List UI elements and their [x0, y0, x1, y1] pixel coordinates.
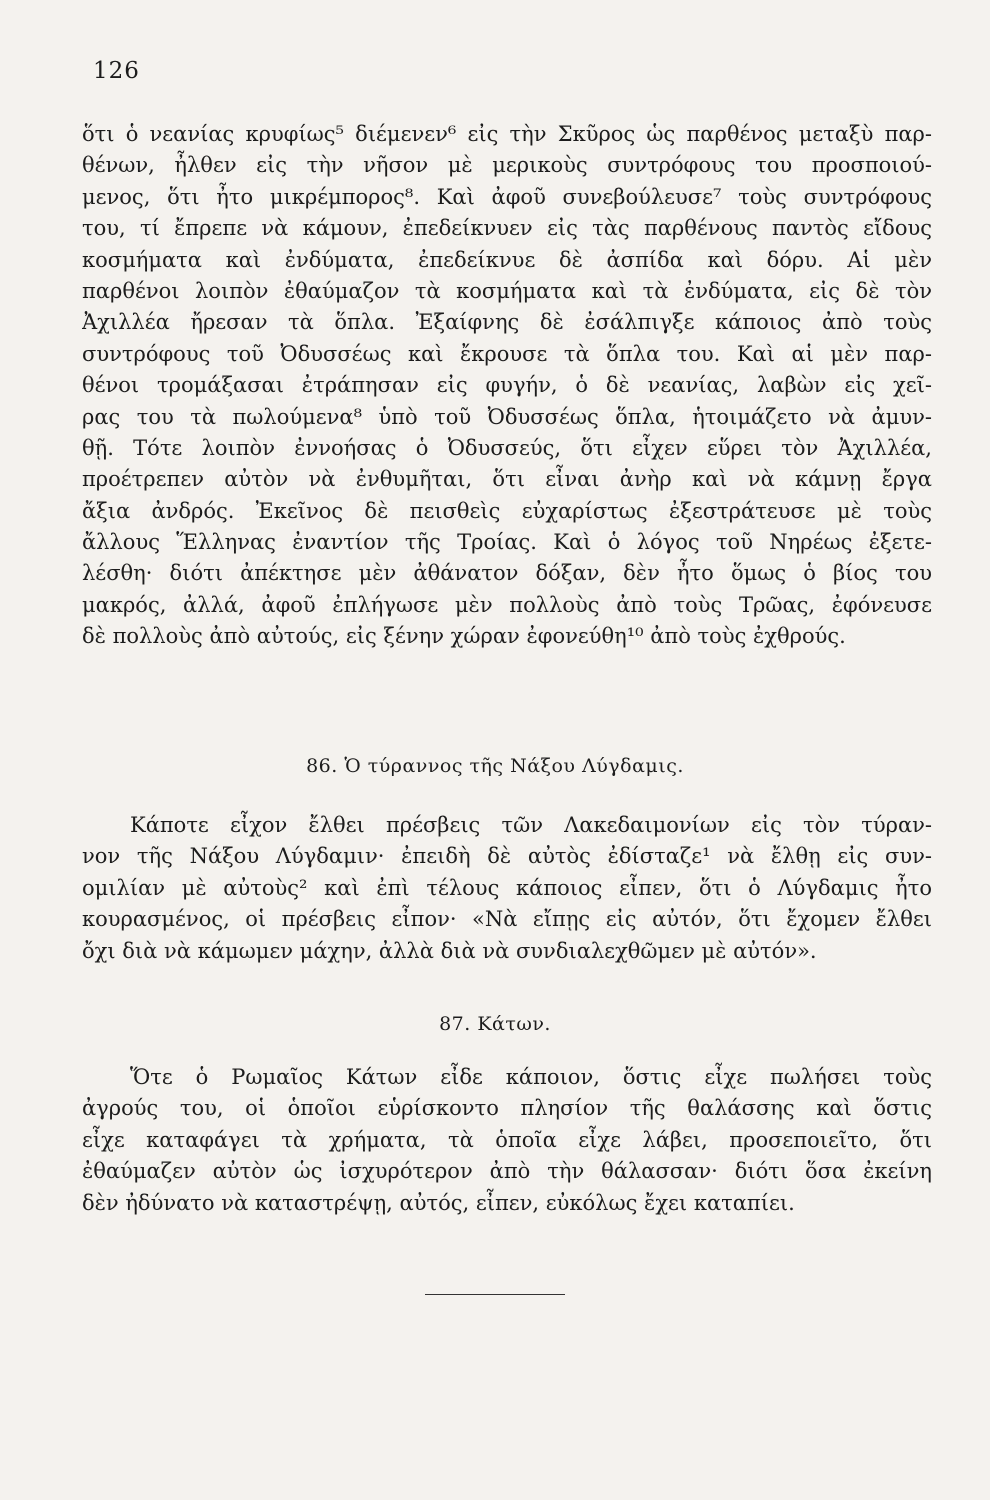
text-line: θένων, ἦλθεν εἰς τὴν νῆσον μὲ μερικοὺς συντρόφους του προσποιού- [82, 153, 932, 178]
text-line: ἀγρούς του, οἱ ὁποῖοι εὑρίσκοντο πλησίον τῆς θαλάσσης καὶ ὅστις [82, 1096, 932, 1121]
text-line: μακρός, ἀλλά, ἀφοῦ ἐπλήγωσε μὲν πολλοὺς ἀπὸ τοὺς Τρῶας, ἐφόνευσε [82, 592, 932, 617]
text-line: προέτρεπεν αὐτὸν νὰ ἐνθυμῆται, ὅτι εἶναι ἀνὴρ καὶ νὰ κάμνῃ ἔργα [82, 467, 932, 492]
text-line: ἄλλους Ἕλληνας ἐναντίον τῆς Τροίας. Καὶ ὁ λόγος τοῦ Νηρέως ἐξετε- [82, 530, 932, 555]
text-line: θένοι τρομάξασαι ἐτράπησαν εἰς φυγήν, ὁ δὲ νεανίας, λαβὼν εἰς χεῖ- [82, 373, 932, 398]
text-line: Ὅτε ὁ Ρωμαῖος Κάτων εἶδε κάποιον, ὅστις εἶχε πωλήσει τοὺς [130, 1065, 932, 1089]
text-line: κουρασμένος, οἱ πρέσβεις εἶπον· «Νὰ εἴπῃς εἰς αὐτόν, ὅτι ἔχομεν ἔλθει [82, 907, 932, 932]
text-line: ρας του τὰ πωλούμενα⁸ ὑπὸ τοῦ Ὀδυσσέως ὅπλα, ἡτοιμάζετο νὰ ἀμυν- [82, 404, 932, 429]
text-line: μενος, ὅτι ἦτο μικρέμπορος⁸. Καὶ ἀφοῦ συνεβούλευσε⁷ τοὺς συντρόφους [82, 184, 932, 209]
text-line: θῇ. Τότε λοιπὸν ἐννοήσας ὁ Ὀδυσσεύς, ὅτι εἶχεν εὕρει τὸν Ἀχιλλέα, [82, 435, 932, 460]
text-line: εἶχε καταφάγει τὰ χρήματα, τὰ ὁποῖα εἶχε λάβει, προσεποιεῖτο, ὅτι [82, 1127, 932, 1152]
page-number: 126 [93, 58, 140, 84]
text-line: Ἀχιλλέα ἤρεσαν τὰ ὅπλα. Ἐξαίφνης δὲ ἐσάλπιγξε κάποιος ἀπὸ τοὺς [82, 310, 932, 335]
text-line: λέσθη· διότι ἀπέκτησε μὲν ἀθάνατον δόξαν, δὲν ἦτο ὅμως ὁ βίος του [82, 561, 932, 586]
text-line: συντρόφους τοῦ Ὀδυσσέως καὶ ἔκρουσε τὰ ὅπλα του. Καὶ αἱ μὲν παρ- [82, 341, 932, 366]
text-line: δὲ πολλοὺς ἀπὸ αὐτούς, εἰς ξένην χώραν ἐφονεύθη¹⁰ ἀπὸ τοὺς ἐχθρούς. [82, 624, 846, 649]
section-heading-87: 87. Κάτων. [439, 1013, 551, 1035]
paragraph-achilles [82, 119, 932, 653]
text-line: παρθένοι λοιπὸν ἐθαύμαζον τὰ κοσμήματα καὶ τὰ ἐνδύματα, εἰς δὲ τὸν [82, 278, 932, 303]
end-rule [425, 1294, 565, 1295]
paragraph-cato [82, 1062, 932, 1219]
text-line: κοσμήματα καὶ ἐνδύματα, ἐπεδείκνυε δὲ ἀσπίδα καὶ δόρυ. Αἱ μὲν [82, 247, 932, 272]
text-line: ἐθαύμαζεν αὐτὸν ὡς ἰσχυρότερον ἀπὸ τὴν θάλασσαν· διότι ὅσα ἐκείνη [82, 1159, 932, 1184]
text-line: ομιλίαν μὲ αὐτοὺς² καὶ ἐπὶ τέλους κάποιος εἶπεν, ὅτι ὁ Λύγδαμις ἦτο [82, 875, 932, 900]
text-line: ὄχι διὰ νὰ κάμωμεν μάχην, ἀλλὰ διὰ νὰ συνδιαλεχθῶμεν μὲ αὐτόν». [82, 938, 817, 963]
text-line: δὲν ἠδύνατο νὰ καταστρέψῃ, αὐτός, εἶπεν, εὐκόλως ἔχει καταπίει. [82, 1190, 795, 1215]
text-line: ἄξια ἀνδρός. Ἐκεῖνος δὲ πεισθεὶς εὐχαρίστως ἐξεστράτευσε μὲ τοὺς [82, 498, 932, 523]
text-line: του, τί ἔπρεπε νὰ κάμουν, ἐπεδείκνυεν εἰς τὰς παρθένους παντὸς εἴδους [82, 216, 932, 241]
paragraph-lygdamis [82, 810, 932, 967]
text-line: νον τῆς Νάξου Λύγδαμιν· ἐπειδὴ δὲ αὐτὸς ἐδίσταζε¹ νὰ ἔλθῃ εἰς συν- [82, 844, 932, 869]
text-line: ὅτι ὁ νεανίας κρυφίως⁵ διέμενεν⁶ εἰς τὴν Σκῦρος ὡς παρθένος μεταξὺ παρ- [82, 122, 932, 146]
text-line: Κάποτε εἶχον ἔλθει πρέσβεις τῶν Λακεδαιμονίων εἰς τὸν τύραν- [130, 813, 932, 837]
section-heading-86: 86. Ὁ τύραννος τῆς Νάξου Λύγδαμις. [306, 755, 684, 777]
